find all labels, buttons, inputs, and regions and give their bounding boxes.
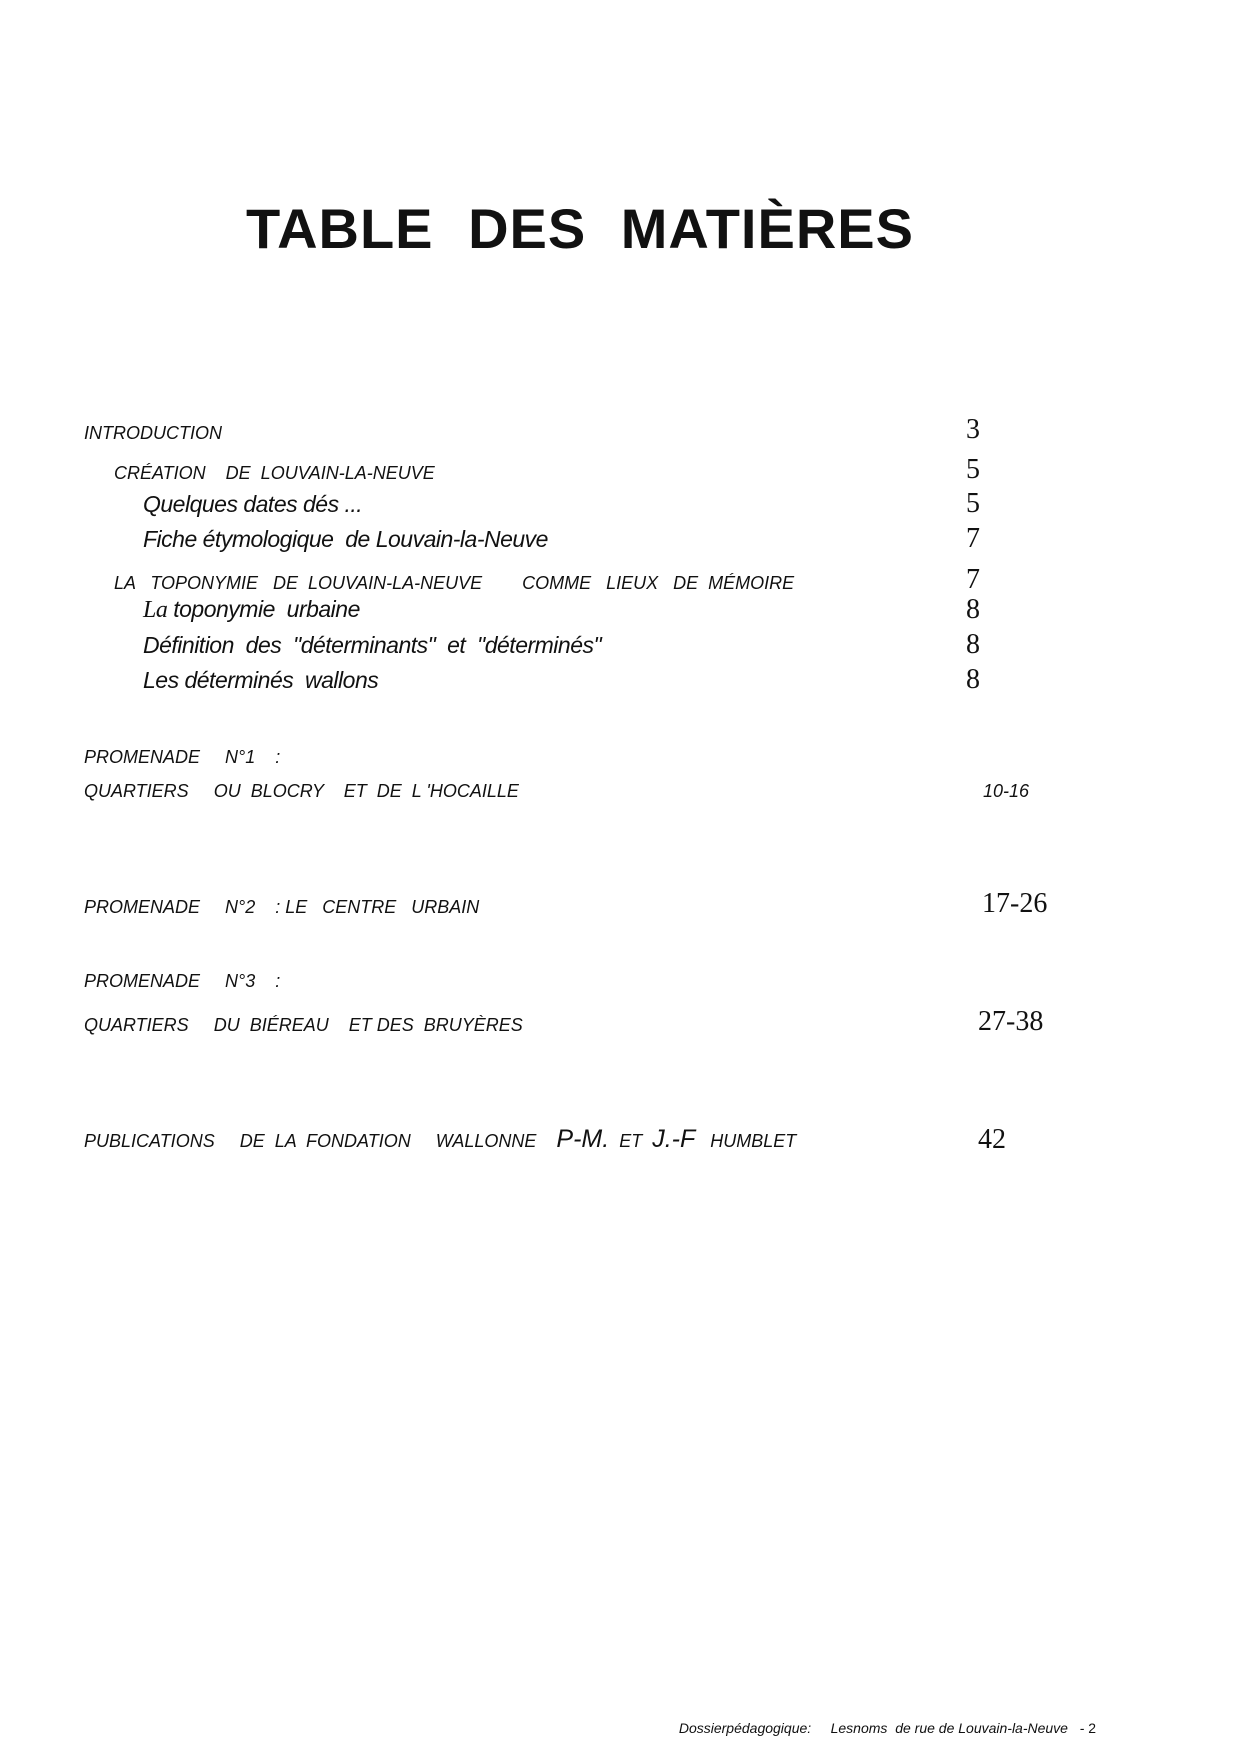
toc-entry-label: PROMENADE N°3 : xyxy=(84,971,281,991)
toc-entry-page: 5 xyxy=(966,454,980,485)
toc-entry xyxy=(0,625,1238,665)
toc-entry xyxy=(0,1120,1238,1160)
toc-entry xyxy=(0,590,1238,630)
toc-entry-page: 10-16 xyxy=(983,781,1030,801)
toc-entry-page: 42 xyxy=(978,1124,1006,1155)
toc-entry-label-part: HUMBLET xyxy=(695,1131,797,1151)
toc-entry xyxy=(0,1002,1238,1042)
toc-entry-page: 5 xyxy=(966,488,980,519)
toc-entry-label xyxy=(84,1125,796,1154)
toc-entry-page: 8 xyxy=(966,664,980,695)
toc-entry xyxy=(0,519,1238,559)
toc-entry-label: CRÉATION DE LOUVAIN-LA-NEUVE xyxy=(114,463,435,483)
toc-entry-label: QUARTIERS OU BLOCRY ET DE L 'HOCAILLE xyxy=(84,781,519,801)
toc-entry xyxy=(0,768,1238,808)
toc-entry-label: PROMENADE N°1 : xyxy=(84,747,281,767)
toc-entry-label: PROMENADE N°2 : LE CENTRE URBAIN xyxy=(84,897,480,917)
toc-entry-label: INTRODUCTION xyxy=(84,423,222,443)
toc-entry xyxy=(0,958,1238,998)
toc-entry-label-text: toponymie urbaine xyxy=(167,596,360,622)
toc-entry-page: 17-26 xyxy=(982,888,1048,919)
toc-entry-label-part: J.-F xyxy=(652,1125,696,1153)
toc-entry-label: Fiche étymologique de Louvain-la-Neuve xyxy=(143,526,548,552)
toc-entry-page: 27-38 xyxy=(978,1006,1044,1037)
toc-entry-label-part: P-M. xyxy=(556,1125,610,1153)
toc-entry xyxy=(0,660,1238,700)
toc-entry-page: 7 xyxy=(966,523,980,554)
toc-entry-page: 8 xyxy=(966,629,980,660)
toc-entry-page: 8 xyxy=(966,594,980,625)
footer-page-number: 2 xyxy=(1088,1720,1096,1736)
page-footer xyxy=(679,1720,1096,1736)
toc-entry-label-prefix: La xyxy=(143,597,168,623)
toc-entry-label xyxy=(143,596,360,624)
toc-entry xyxy=(0,484,1238,524)
toc-entry-page: 3 xyxy=(966,414,980,445)
toc-entry xyxy=(0,884,1238,924)
toc-entry-label-part: PUBLICATIONS DE LA FONDATION WALLONNE xyxy=(84,1131,557,1151)
toc-entry-label: Définition des "déterminants" et "déterminés" xyxy=(143,632,602,658)
toc-entry-label: LA TOPONYMIE DE LOUVAIN-LA-NEUVE COMME LIEUX DE MÉMOIRE xyxy=(114,573,795,593)
toc-entry-label-part: ET xyxy=(609,1131,653,1151)
toc-entry-page: 7 xyxy=(966,564,980,595)
page-title: TABLE DES MATIÈRES xyxy=(246,197,914,260)
toc-entry-label: Quelques dates dés ... xyxy=(143,491,363,517)
toc-entry-label: Les déterminés wallons xyxy=(143,667,379,693)
footer-text: Dossierpédagogique: Lesnoms de rue de Louvain-la-Neuve - xyxy=(678,1720,1089,1736)
toc-entry-label: QUARTIERS DU BIÉREAU ET DES BRUYÈRES xyxy=(84,1015,523,1035)
toc-entry xyxy=(0,410,1238,450)
